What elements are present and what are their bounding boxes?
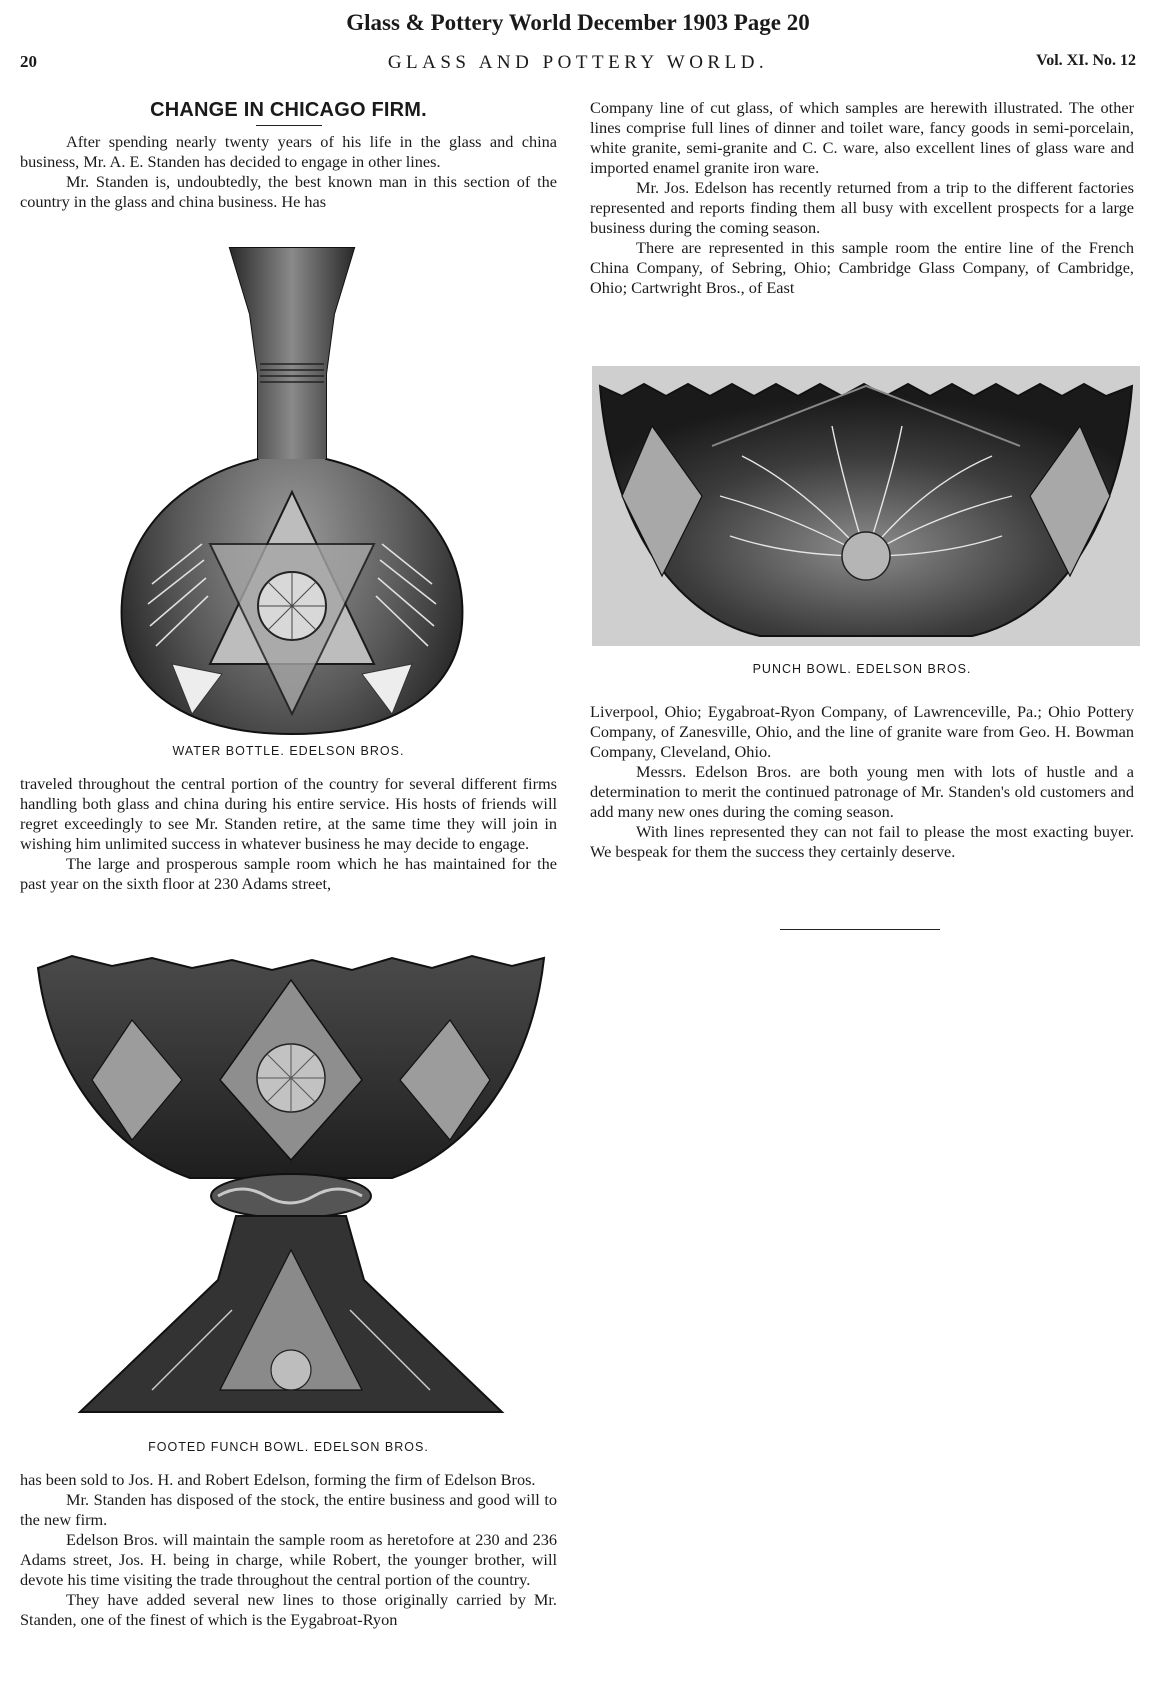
water-bottle-illustration (112, 244, 472, 738)
end-of-article-rule (780, 929, 940, 930)
paragraph: Mr. Jos. Edelson has recently returned from a trip to the different factories represented and reports finding them all busy with excellent prospects for a large business during the coming season. (590, 178, 1134, 237)
paragraph: There are represented in this sample room the entire line of the French China Company, of Sebring, Ohio; Cambridge Glass Company, of Cambridge, Ohio; Cartwright Bros., of East (590, 238, 1134, 297)
paragraph: After spending nearly twenty years of his life in the glass and china business, Mr. A. E. Standen has decided to engage in other lines. (20, 132, 557, 171)
article-title: CHANGE IN CHICAGO FIRM. (150, 99, 427, 121)
paragraph: The large and prosperous sample room which he has maintained for the past year on the sixth floor at 230 Adams street, (20, 854, 557, 893)
running-head (0, 52, 1156, 78)
document-title: Glass & Pottery World December 1903 Page 20 (346, 10, 810, 35)
paragraph: Edelson Bros. will maintain the sample room as heretofore at 230 and 236 Adams street, Jos. H. being in charge, while Robert, the younger brother, will devote his time visiting the trade throughout the central portion of the country. (20, 1530, 557, 1589)
paragraph: Company line of cut glass, of which samples are herewith illustrated. The other lines comprise full lines of dinner and toilet ware, fancy goods in semi-porcelain, white granite, semi-granite and C. C. ware, also excellent lines of glass ware and imported enamel granite iron ware. (590, 98, 1134, 177)
paragraph: has been sold to Jos. H. and Robert Edelson, forming the firm of Edelson Bros. (20, 1470, 536, 1489)
volume-number: Vol. XI. No. 12 (1036, 52, 1136, 69)
left-column-bottom (20, 1470, 557, 1630)
paragraph: With lines represented they can not fail to please the most exacting buyer. We bespeak for them the success they certainly deserve. (590, 822, 1134, 861)
left-column-middle (20, 774, 557, 894)
water-bottle-caption: WATER BOTTLE. EDELSON BROS. (172, 744, 405, 758)
footed-punch-bowl-caption: FOOTED FUNCH BOWL. EDELSON BROS. (148, 1440, 429, 1454)
paragraph: Mr. Standen is, undoubtedly, the best known man in this section of the country in the glass and china business. He has (20, 172, 557, 211)
left-column-top (20, 98, 557, 212)
paragraph: Liverpool, Ohio; Eygabroat-Ryon Company, of Lawrenceville, Pa.; Ohio Pottery Company, of Zanesville, Ohio, and the line of granite ware from Geo. H. Bowman Company, Cleveland, Ohio. (590, 702, 1134, 761)
punch-bowl-caption: PUNCH BOWL. EDELSON BROS. (752, 662, 972, 676)
journal-title: GLASS AND POTTERY WORLD. (387, 52, 769, 73)
right-column-bottom (590, 702, 1134, 862)
paragraph: traveled throughout the central portion of the country for several different firms handling both glass and china during his entire service. His hosts of friends will regret exceedingly to see Mr. Standen retire, at the same time they will join in wishing him unlimited success in whatever business he may decide to engage. (20, 774, 557, 853)
page-number: 20 (20, 52, 37, 71)
paragraph: Mr. Standen has disposed of the stock, the entire business and good will to the new firm. (20, 1490, 557, 1529)
paragraph: Messrs. Edelson Bros. are both young men with lots of hustle and a determination to merit the continued patronage of Mr. Standen's old customers and add many new ones during the coming season. (590, 762, 1134, 821)
punch-bowl-illustration (592, 366, 1140, 646)
title-rule (256, 125, 322, 126)
footed-punch-bowl-illustration (32, 950, 550, 1434)
right-column-top (590, 98, 1134, 298)
paragraph: They have added several new lines to those originally carried by Mr. Standen, one of the finest of which is the Eygabroat-Ryon (20, 1590, 557, 1629)
